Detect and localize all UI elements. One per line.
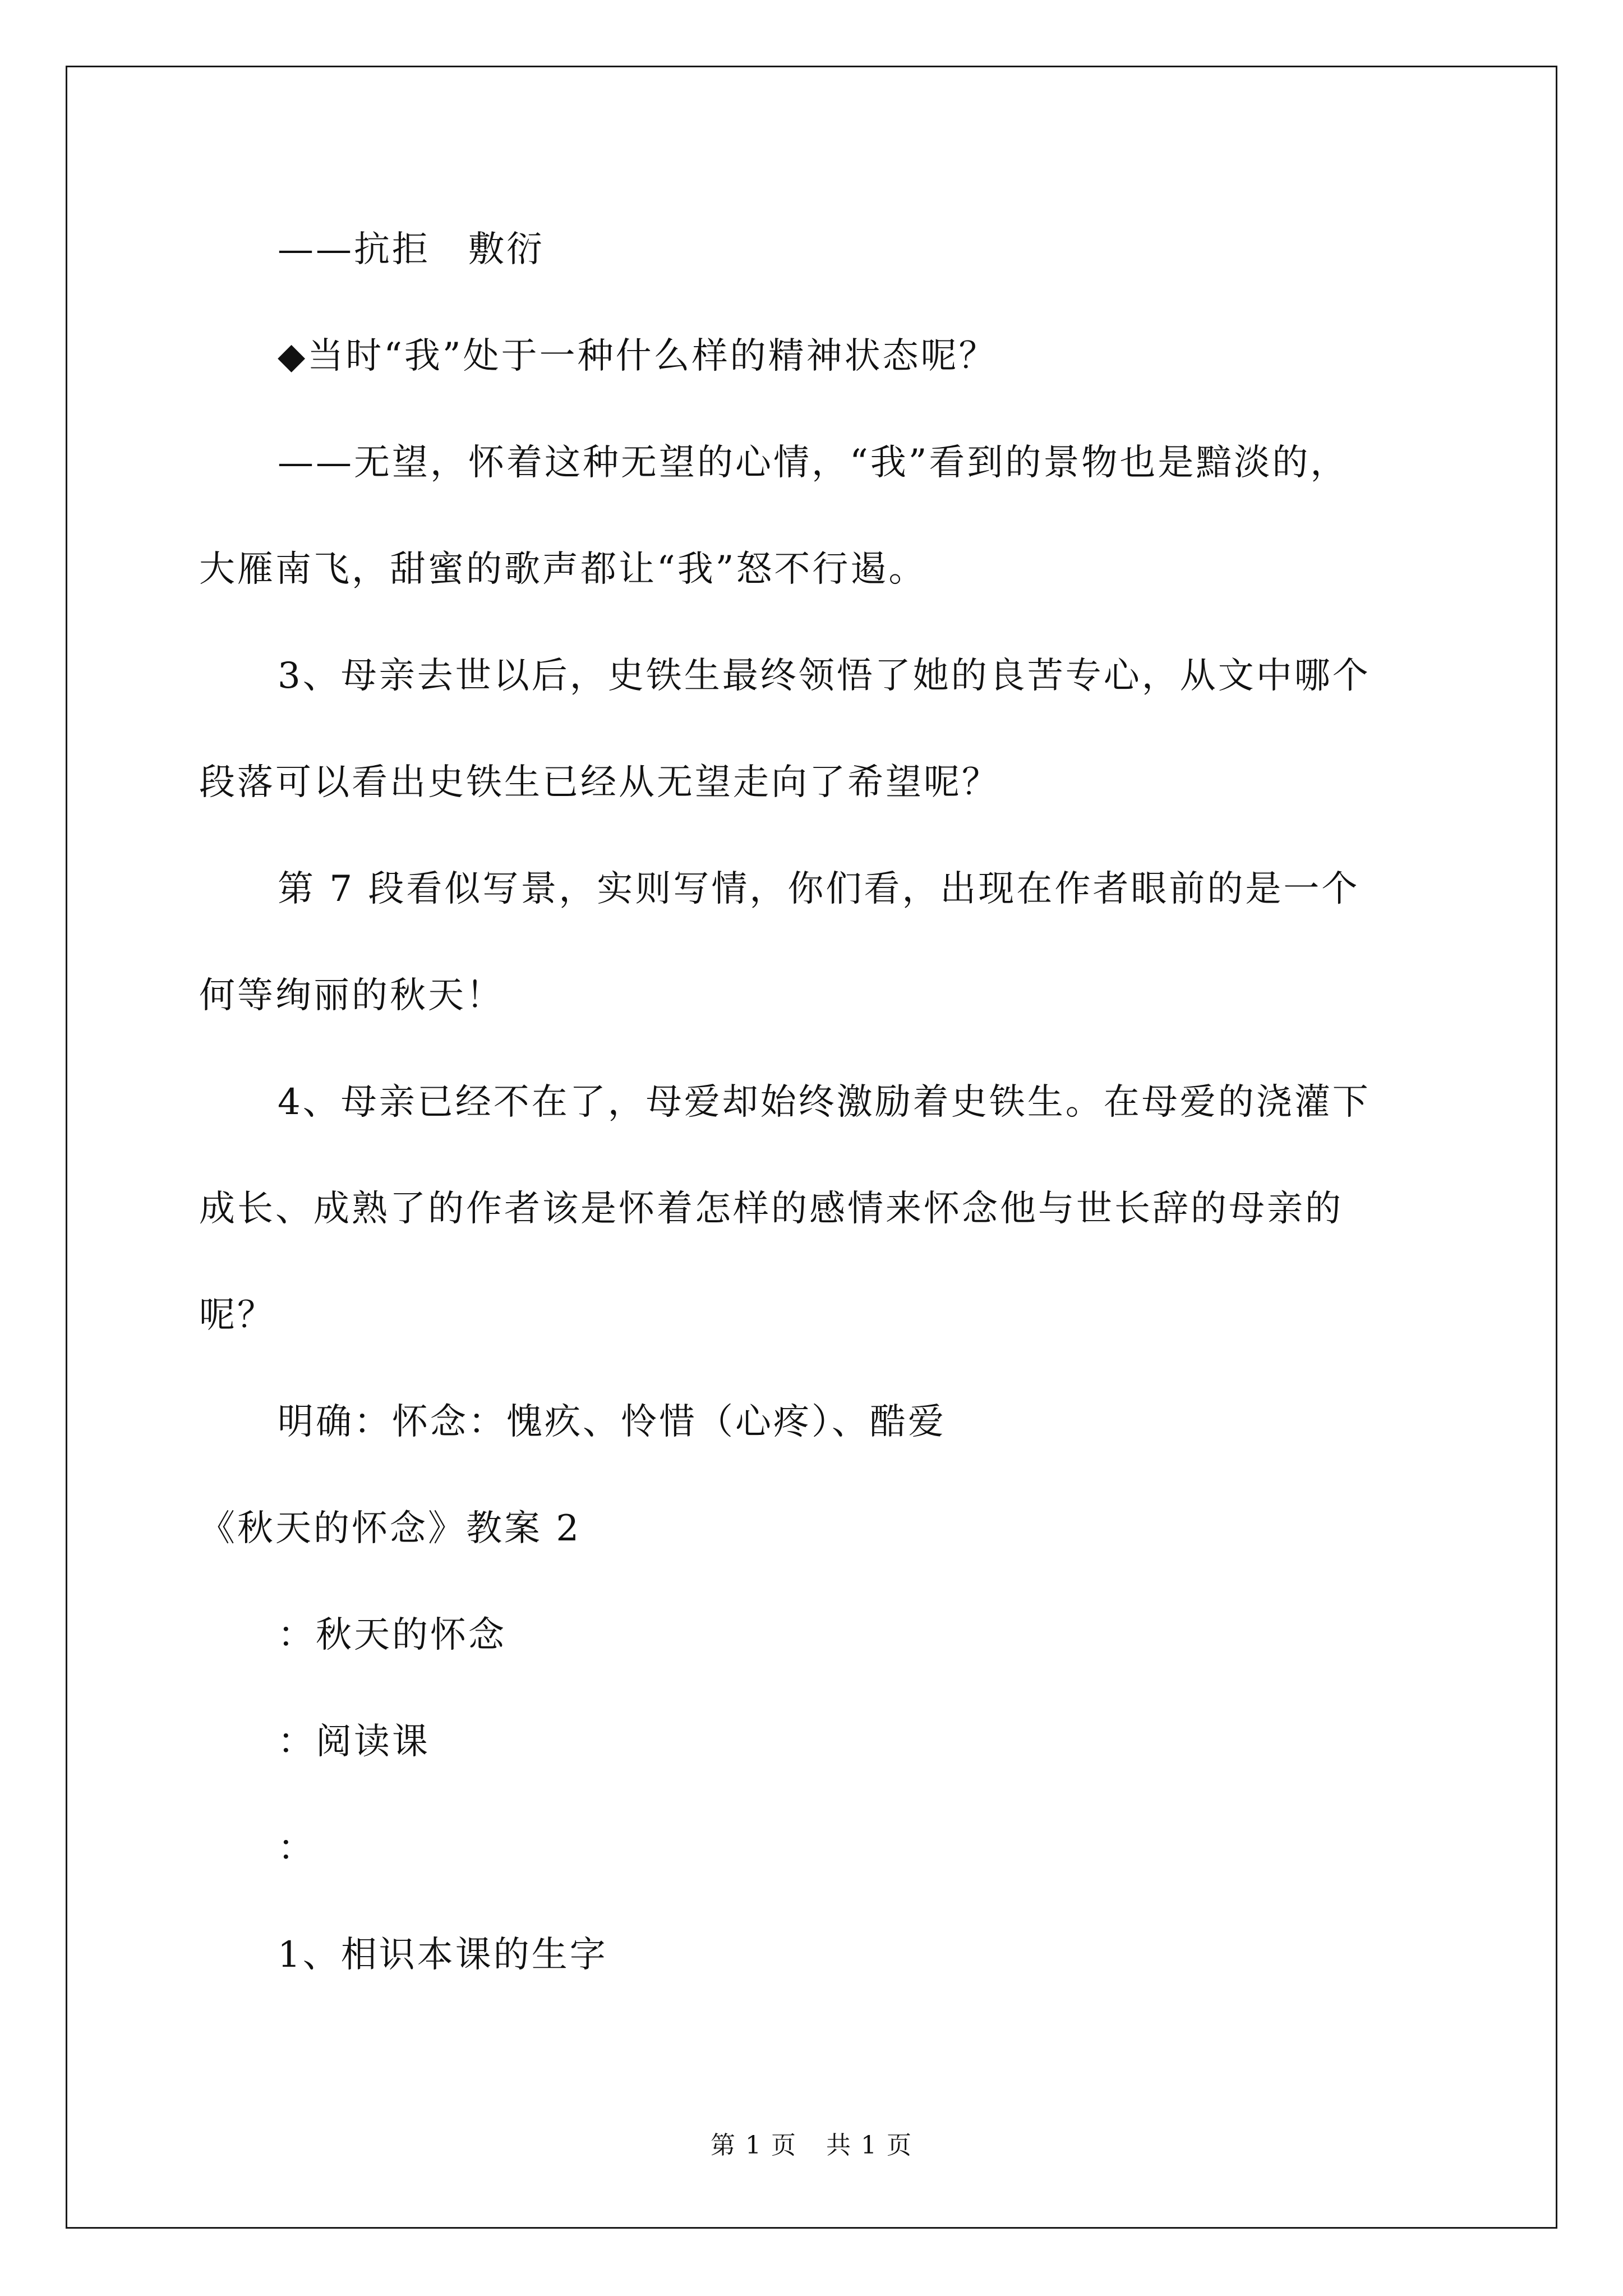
text-line-4: 大雁南飞，甜蜜的歌声都让“我”怒不行遏。 <box>199 549 927 590</box>
text-line-5: 3、母亲去世以后，史铁生最终领悟了她的良苦专心，从文中哪个 <box>278 655 1371 697</box>
text-line-12: 明确：怀念：愧疚、怜惜（心疼）、酷爱 <box>278 1401 946 1443</box>
text-line-14: ：阅读课 <box>278 1721 430 1763</box>
text-line-7: 第 7 段看似写景，实则写情，你们看，出现在作者眼前的是一个 <box>278 868 1360 910</box>
page-footer <box>0 2129 1623 2162</box>
text-line-16: 1、相识本课的生字 <box>278 1934 608 1976</box>
text-line-13: ：秋天的怀念 <box>278 1614 506 1656</box>
text-line-3: ——无望，怀着这种无望的心情，“我”看到的景物也是黯淡的， <box>278 442 1349 484</box>
page-number-total: 共 1 页 <box>826 2131 912 2160</box>
text-line-2: ◆当时“我”处于一种什么样的精神状态呢？ <box>278 335 997 377</box>
page-number-current: 第 1 页 <box>711 2131 797 2160</box>
section-heading: 《秋天的怀念》教案 2 <box>199 1508 582 1549</box>
text-line-6: 段落可以看出史铁生已经从无望走向了希望呢？ <box>199 762 1000 803</box>
text-line-11: 呢？ <box>199 1295 275 1336</box>
text-line-8: 何等绚丽的秋天！ <box>199 975 504 1016</box>
text-line-1: ——抗拒 敷衍 <box>278 229 545 270</box>
text-line-15: ： <box>278 1828 316 1869</box>
text-line-10: 成长、成熟了的作者该是怀着怎样的感情来怀念他与世长辞的母亲的 <box>199 1188 1343 1230</box>
page-border <box>66 66 1557 2229</box>
text-line-9: 4、母亲已经不在了，母爱却始终激励着史铁生。在母爱的浇灌下 <box>278 1082 1371 1123</box>
